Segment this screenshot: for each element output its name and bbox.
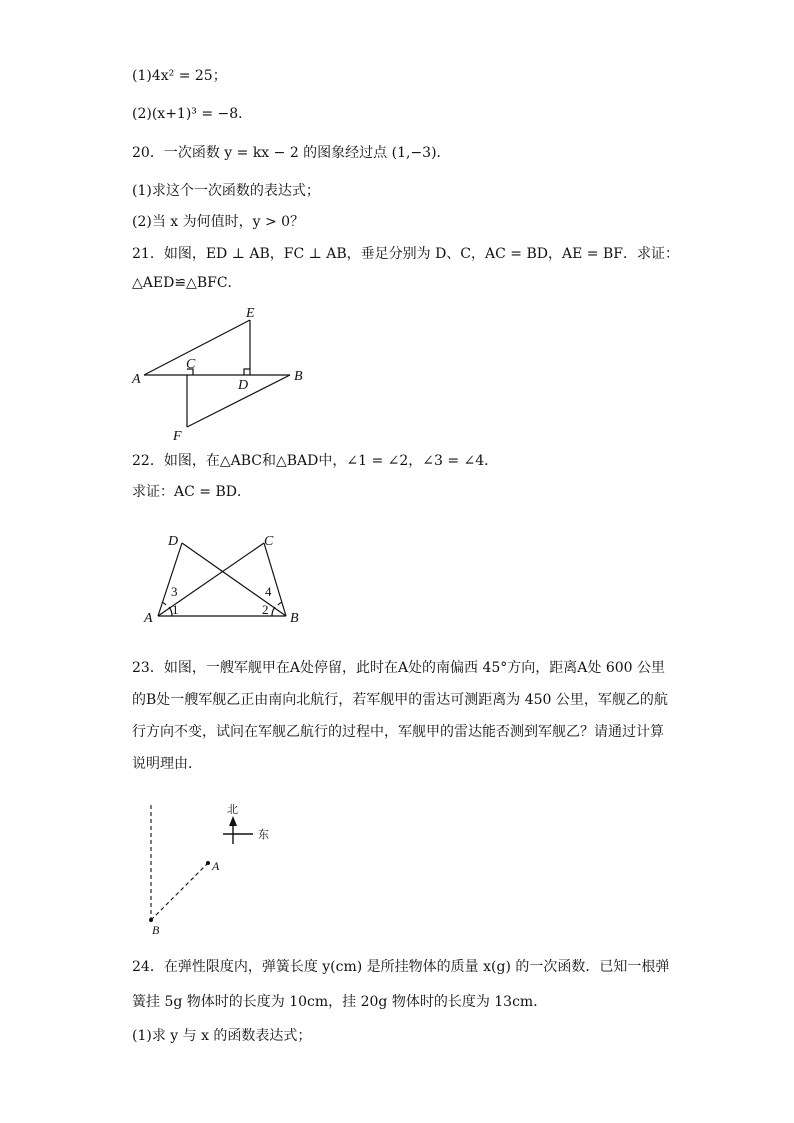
- p21-text2: △AED≌△BFC．: [132, 275, 242, 291]
- label-b: B: [290, 611, 299, 626]
- p24-line1: [132, 957, 669, 977]
- angle-label-3: 3: [171, 584, 178, 599]
- label-f: F: [173, 429, 182, 444]
- p24-number: 24．: [132, 959, 164, 975]
- segment-ae: [144, 320, 250, 375]
- right-angle-mark-d: [244, 369, 250, 375]
- p22-text1: 如图，在△ABC和△BAD中，∠1 = ∠2，∠3 = ∠4．: [163, 453, 499, 469]
- label-b: B: [152, 923, 160, 937]
- p21-number: 21．: [132, 246, 164, 262]
- label-c: C: [264, 534, 274, 549]
- angle-label-4: 4: [265, 584, 272, 599]
- label-north: 北: [227, 804, 238, 816]
- p20-number: 20．: [132, 145, 164, 161]
- p24-line2: 簧挂 5g 物体时的长度为 10cm，挂 20g 物体时的长度为 13cm．: [132, 994, 548, 1010]
- p19-part2: (2)(x+1)³ = −8．: [132, 106, 253, 122]
- p22-text2: 求证：AC = BD．: [132, 484, 251, 500]
- p22-statement: [132, 451, 498, 471]
- p20-text: 一次函数 y = kx − 2 的图象经过点 (1,−3)．: [163, 145, 451, 161]
- p24-q1: (1)求 y 与 x 的函数表达式；: [132, 1028, 312, 1044]
- p20-q1: (1)求这个一次函数的表达式；: [132, 183, 320, 199]
- label-c: C: [186, 357, 196, 372]
- compass-icon: [223, 820, 253, 844]
- point-b: [149, 918, 153, 922]
- p23-number: 23．: [132, 660, 164, 676]
- label-e: E: [246, 306, 255, 321]
- point-a: [206, 861, 210, 865]
- p23-figure: [140, 800, 290, 940]
- p22-number: 22．: [132, 453, 164, 469]
- p21-statement: [132, 244, 679, 264]
- p20-q2: (2)当 x 为何值时，y > 0？: [132, 214, 305, 230]
- label-east: 东: [258, 829, 269, 841]
- segment-db: [182, 543, 286, 616]
- p20-statement: [132, 143, 451, 163]
- segment-ab: [151, 863, 208, 920]
- p21-text1: 如图，ED ⊥ AB，FC ⊥ AB，垂足分别为 D、C，AC = BD，AE = BF．求证：: [163, 246, 679, 262]
- p23-line3: 行方向不变，试问在军舰乙航行的过程中，军舰甲的雷达能否测到军舰乙？请通过计算: [132, 724, 664, 740]
- p21-figure: [130, 300, 320, 445]
- angle-label-1: 1: [172, 602, 179, 617]
- angle-label-2: 2: [262, 602, 269, 617]
- p23-line4: 说明理由．: [132, 756, 202, 772]
- p19-part1: (1)4x² = 25；: [132, 68, 227, 84]
- angle-arc-2: [272, 607, 275, 616]
- label-a: A: [212, 859, 220, 873]
- angle-arc-4: [278, 602, 282, 605]
- p24-text-line1: 在弹性限度内，弹簧长度 y(cm) 是所挂物体的质量 x(g) 的一次函数．已知一根弹: [163, 959, 670, 975]
- label-a: A: [144, 611, 153, 626]
- p23-line1: [132, 658, 665, 678]
- p23-text-line1: 如图，一艘军舰甲在A处停留，此时在A处的南偏西 45°方向，距离A处 600 公里: [163, 660, 666, 676]
- p23-line2: 的B处一艘军舰乙正由南向北航行，若军舰甲的雷达可测距离为 450 公里，军舰乙的航: [132, 692, 668, 708]
- label-b: B: [294, 369, 303, 384]
- p22-figure: [138, 525, 318, 630]
- label-a: A: [132, 372, 141, 387]
- north-arrow-icon: [229, 816, 237, 826]
- label-d: D: [238, 378, 249, 393]
- label-d: D: [168, 534, 179, 549]
